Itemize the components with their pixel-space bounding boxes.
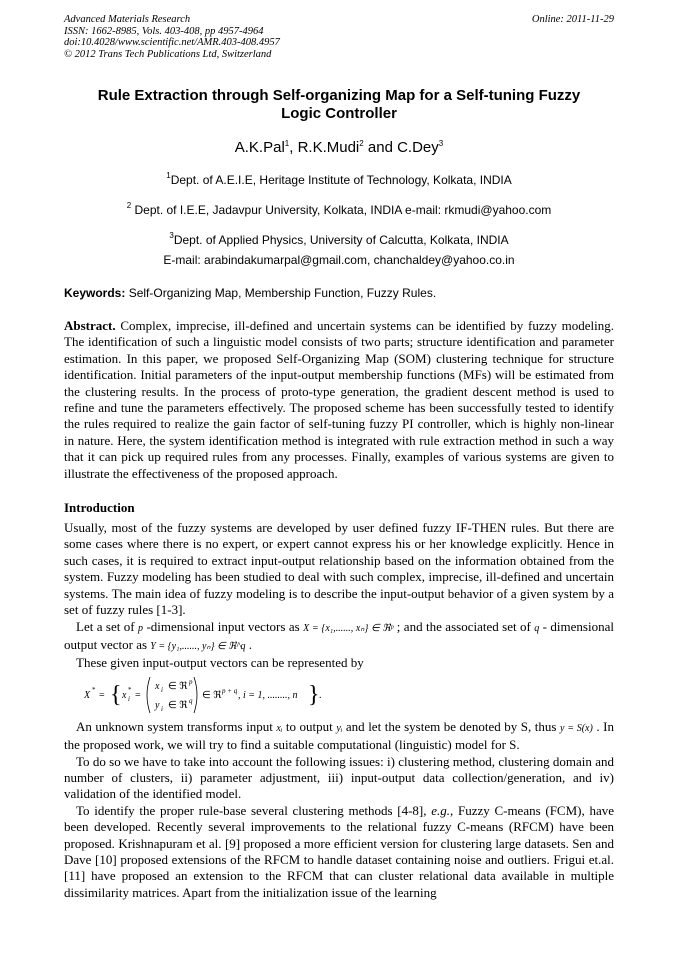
paper-title: Rule Extraction through Self-organizing Map for a Self-tuning Fuzzy Logic Controller [97,87,581,122]
svg-text:y: y [155,699,160,711]
svg-text:q: q [189,696,193,705]
svg-text:∈ ℜ: ∈ ℜ [202,689,222,701]
svg-text:p: p [189,677,193,686]
svg-text:*: * [92,685,96,694]
svg-text:=: = [135,689,141,701]
svg-text:*: * [128,685,132,694]
math-inline: X = {x₁,......, xₙ} ∈ ℜᵖ [303,622,394,634]
issn-line: ISSN: 1662-8985, Vols. 403-408, pp 4957-4964 [64,25,264,37]
author-list: A.K.Pal$^1$, R.K.Mudi$^2$ and C.Dey$^3$ [234,139,444,156]
author-affiliation-marker: 3 [438,139,444,148]
paper-page [64,14,614,901]
svg-text:x: x [122,689,127,701]
math-inline: xᵢ [276,722,283,734]
math-inline: Y = {y₁,......, yₙ} ∈ ℜ^q [150,640,246,652]
eq-right-brace: } [308,681,320,708]
math-inline: y = S(x) [559,722,593,734]
svg-text:i: i [161,685,163,694]
math-inline: p [138,622,144,634]
author-affiliation-marker: 1 [284,139,290,148]
author-affiliation-marker: 2 [359,139,364,148]
intro-paragraph: These given input-output vectors can be represented by [76,655,364,671]
svg-text:i: i [161,704,163,713]
doi-line: doi:10.4028/www.scientific.net/AMR.403-408.4957 [64,37,280,48]
contact-email: E-mail: arabindakumarpal@gmail.com, chanchaldey@yahoo.co.in [163,253,515,267]
intro-paragraph: To identify the proper rule-base several clustering methods [4-8], e.g., Fuzzy C-means (FCM), have been developed. Recently several improvements to the relational fuzzy C-means (RFCM) have been proposed. Krishnapuram et al. [9] proposed a more efficient version for clustering large datasets. Sen and Dave [10] proposed extensions of the RFCM to handle dataset containing noise and outliers. Frigui et.al. [11] have proposed an extension to the RFCM that can cluster relational data available in multiple dissimilarity matrices. Apart from the initialization issue of the learning [64,802,614,900]
affiliation: $^2$ Dept. of I.E.E, Jadavpur University, Kolkata, INDIA e-mail: rkmudi@yahoo.com [126,201,552,217]
online-date: Online: 2011-11-29 [531,14,614,25]
author-name: R.K.Mudi [297,139,360,156]
eq-left-brace: { [110,681,122,708]
math-inline: q [534,622,540,634]
journal-header [64,14,614,60]
abstract [64,318,614,482]
svg-text:p + q: p + q [222,686,238,695]
section-heading-introduction: Introduction [64,500,135,516]
equation-graphic [78,673,338,717]
author-name: A.K.Pal [234,139,285,156]
svg-text:x: x [155,680,160,692]
journal-name: Advanced Materials Research [64,14,191,25]
keywords-label: Keywords: [64,286,126,300]
equation-block [64,673,614,717]
eq-lhs: X [84,689,91,701]
eq-left-paren [147,677,150,713]
svg-text:=: = [99,689,105,701]
copyright-line: © 2012 Trans Tech Publications Ltd, Switzerland [64,48,272,60]
abstract-label: Abstract. [64,318,116,333]
intro-paragraph: Usually, most of the fuzzy systems are developed by user defined fuzzy IF-THEN rules. But there are some cases where there is no expert, or expert cannot express his or her knowledge explicitly. Hence in such cases, it is required to extract input-output relationship based on the information obtained from the system. Fuzzy modeling has been studied to deal with such complex, imprecise, ill-defined and uncertain systems. The main idea of fuzzy modeling is to describe the input-output behavior of a given system by a set of fuzzy rules [1-3]. [64,520,614,618]
intro-paragraph: An unknown system transforms input xᵢ to output yᵢ and let the system be denoted by S, thus y = S(x) . In the proposed work, we will try to find a suitable computational (linguistic) model for S. [64,718,614,753]
math-inline: yᵢ [336,722,343,734]
intro-paragraph: To do so we have to take into account the following issues: i) clustering method, clustering domain and number of clusters, ii) parameter adjustment, iii) input-output data collection/generation, and iv) validation of the identified model. [64,753,614,802]
affiliation: $^3$Dept. of Applied Physics, University of Calcutta, Kolkata, INDIA [169,231,509,247]
eq-right-paren [194,677,197,713]
svg-text:, i = 1, ........, n: , i = 1, ........, n [238,689,298,701]
svg-text:∈ ℜ: ∈ ℜ [168,680,188,692]
svg-text:∈ ℜ: ∈ ℜ [168,699,188,711]
svg-text:i: i [128,694,130,703]
keywords [64,286,614,300]
keywords-text: Self-Organizing Map, Membership Function, Fuzzy Rules. [125,286,437,300]
author-name: C.Dey [397,139,439,156]
svg-text:.: . [319,689,322,701]
affiliation: $^1$Dept. of A.E.I.E, Heritage Institute of Technology, Kolkata, INDIA [166,171,512,187]
abstract-text: Complex, imprecise, ill-defined and uncertain systems can be identified by fuzzy modeling. The identification of such a linguistic model consists of two parts; structure identification and parameter estimation. In this paper, we proposed Self-Organizing Map (SOM) clustering technique for structure identification. Initial parameters of the input-output membership functions (MFs) will be estimated from the clustering results. In the process of proto-type generation, the gradient descent method is used to refine and tune the parameters effectively. The proposed scheme has been successfully tested to identify the rules required to realize the gain factor of self-tuning fuzzy PI controller, which is highly non-linear in nature. Here, the system identification method is integrated with rule extraction method in such a way that it can pick up required rules from any processes. Finally, examples of various systems are given to illustrate the effectiveness of the proposed approach. [64,318,614,481]
intro-paragraph: Let a set of p -dimensional input vectors as X = {x₁,......, xₙ} ∈ ℜᵖ ; and the associated set of q - dimensional output vector as Y = {y₁,......, yₙ} ∈ ℜ^q . [64,618,614,652]
